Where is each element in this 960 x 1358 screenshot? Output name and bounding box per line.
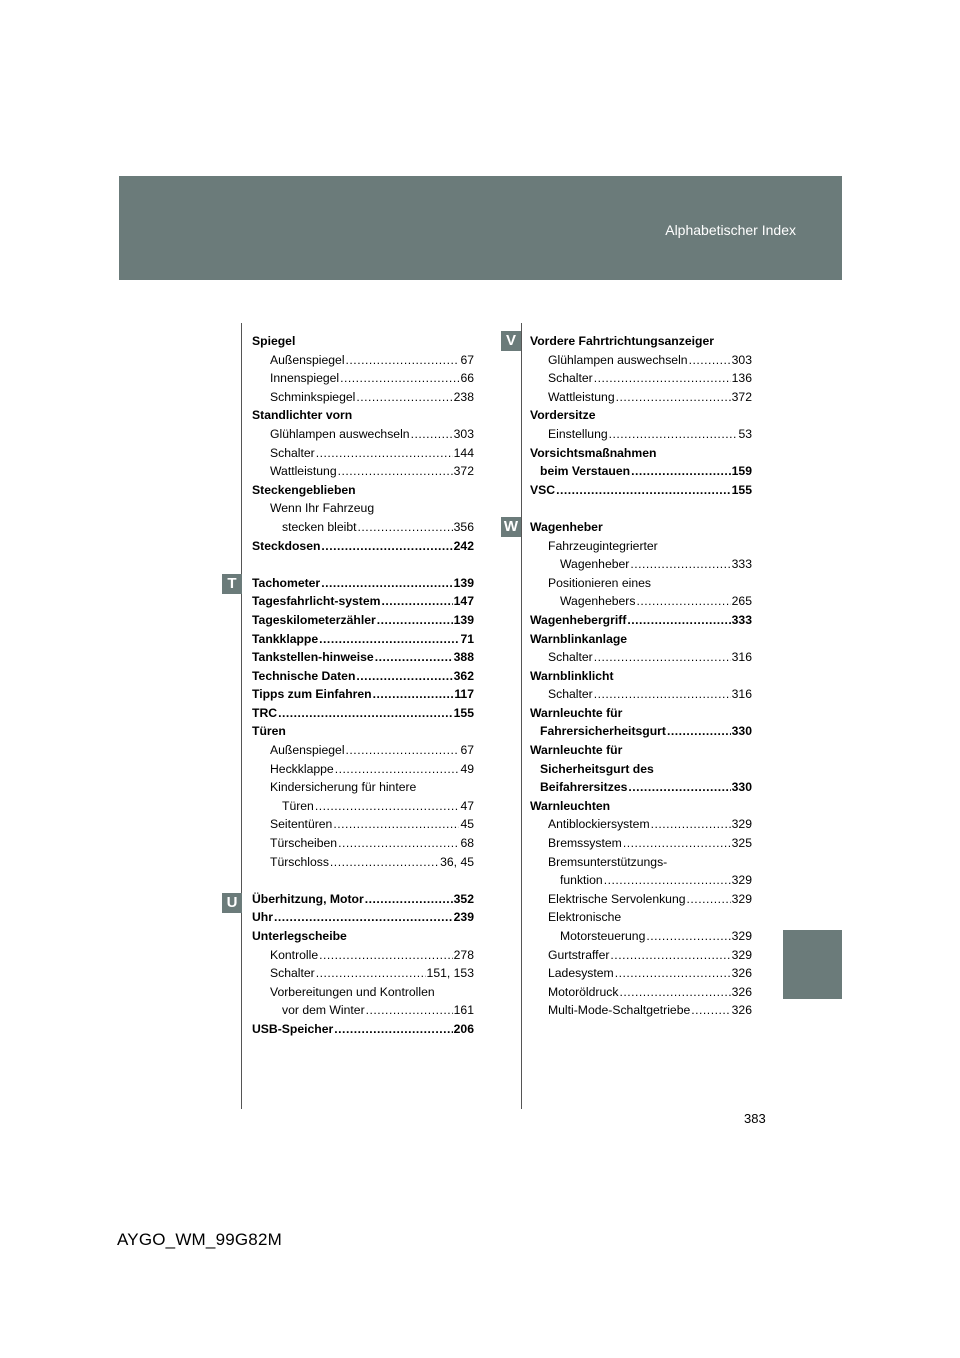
- index-heading: Warnleuchte für: [530, 705, 623, 720]
- letter-marker-t: T: [222, 574, 242, 594]
- letter-marker-u: U: [222, 893, 242, 913]
- index-entry: Tagesfahrlicht-system ..... 147: [252, 592, 474, 611]
- index-subheading: Kindersicherung für hintere: [270, 780, 417, 795]
- index-entry: beim Verstauen ..... 159: [530, 462, 752, 481]
- index-entry: Glühlampen auswechseln ..... 303: [252, 425, 474, 444]
- index-heading: Unterlegscheibe: [252, 929, 347, 943]
- index-entry: Schalter ..... 151, 153: [252, 964, 474, 983]
- index-entry: Tachometer ..... 139: [252, 574, 474, 593]
- index-entry: Wagenheber ..... 333: [530, 555, 752, 574]
- index-entry: Gurtstraffer ..... 329: [530, 946, 752, 965]
- index-heading: Wagenheber: [530, 519, 603, 534]
- letter-marker-v: V: [501, 331, 521, 351]
- index-entry: funktion ..... 329: [530, 871, 752, 890]
- index-entry: Seitentüren ..... 45: [252, 815, 474, 834]
- index-subheading: Fahrzeugintegrierter: [548, 538, 658, 553]
- index-subheading: Sicherheitsgurt des: [540, 761, 654, 776]
- index-entry: Heckklappe ..... 49: [252, 760, 474, 779]
- index-entry: Multi-Mode-Schaltgetriebe ..... 326: [530, 1001, 752, 1020]
- index-entry: Schalter ..... 136: [530, 369, 752, 388]
- index-column-right: [530, 332, 752, 1020]
- index-heading: Spiegel: [252, 334, 296, 348]
- index-entry: Glühlampen auswechseln ..... 303: [530, 351, 752, 370]
- index-heading: Warnleuchten: [530, 798, 611, 813]
- index-entry: Tipps zum Einfahren ..... 117: [252, 685, 474, 704]
- index-heading: Türen: [252, 724, 286, 739]
- index-entry: Tageskilometerzähler ..... 139: [252, 611, 474, 630]
- index-entry: Türschloss ..... 36, 45: [252, 853, 474, 872]
- index-heading: Vordere Fahrtrichtungsanzeiger: [530, 334, 714, 348]
- index-subheading: Wenn Ihr Fahrzeug: [270, 501, 375, 516]
- index-entry: Tankklappe ..... 71: [252, 630, 474, 649]
- index-entry: Uhr ..... 239: [252, 908, 474, 927]
- index-entry: TRC ..... 155: [252, 704, 474, 723]
- index-entry: Wattleistung ..... 372: [252, 462, 474, 481]
- index-entry: Wagenhebers ..... 265: [530, 592, 752, 611]
- index-entry: USB-Speicher ..... 206: [252, 1020, 474, 1039]
- index-entry: Außenspiegel ..... 67: [252, 741, 474, 760]
- index-entry: Bremssystem ..... 325: [530, 834, 752, 853]
- index-subheading: Elektronische: [548, 910, 622, 925]
- index-entry: Antiblockiersystem ..... 329: [530, 815, 752, 834]
- index-entry: vor dem Winter ..... 161: [252, 1001, 474, 1020]
- section-thumb-tab: [783, 930, 842, 999]
- index-entry: Wattleistung ..... 372: [530, 388, 752, 407]
- section-title: Alphabetischer Index: [665, 222, 796, 238]
- header-band: [119, 176, 842, 280]
- document-code: AYGO_WM_99G82M: [117, 1230, 282, 1249]
- index-entry: Türen ..... 47: [252, 797, 474, 816]
- index-entry: Ladesystem ..... 326: [530, 964, 752, 983]
- column-divider-right: [521, 323, 522, 1109]
- index-entry: Überhitzung, Motor ..... 352: [252, 890, 474, 909]
- index-entry: Elektrische Servolenkung ..... 329: [530, 890, 752, 909]
- index-entry: Einstellung ..... 53: [530, 425, 752, 444]
- index-heading: Warnblinklicht: [530, 668, 614, 683]
- index-entry: Beifahrersitzes ..... 330: [530, 778, 752, 797]
- index-heading: Warnleuchte für: [530, 743, 623, 758]
- index-entry: Steckdosen ..... 242: [252, 537, 474, 556]
- index-heading: Standlichter vorn: [252, 408, 353, 423]
- index-entry: Motorsteuerung ..... 329: [530, 927, 752, 946]
- column-divider-left: [241, 323, 242, 1109]
- index-heading: Warnblinkanlage: [530, 631, 628, 646]
- index-entry: Schalter ..... 144: [252, 444, 474, 463]
- index-subheading: Bremsunterstützungs-: [548, 854, 668, 869]
- index-entry: Wagenhebergriff ..... 333: [530, 611, 752, 630]
- index-entry: stecken bleibt ..... 356: [252, 518, 474, 537]
- index-entry: Motoröldruck ..... 326: [530, 983, 752, 1002]
- index-entry: Türscheiben ..... 68: [252, 834, 474, 853]
- index-heading: Steckengeblieben: [252, 482, 356, 497]
- index-entry: Schalter ..... 316: [530, 685, 752, 704]
- page-number: 383: [744, 1111, 766, 1126]
- index-entry: Außenspiegel ..... 67: [252, 351, 474, 370]
- index-column-left: [252, 332, 474, 1039]
- letter-marker-w: W: [501, 517, 521, 537]
- index-entry: Schalter ..... 316: [530, 648, 752, 667]
- index-subheading: Positionieren eines: [548, 575, 651, 590]
- index-entry: Kontrolle ..... 278: [252, 946, 474, 965]
- index-entry: Technische Daten ..... 362: [252, 667, 474, 686]
- index-subheading: Vorbereitungen und Kontrollen: [270, 984, 435, 999]
- index-entry: Innenspiegel ..... 66: [252, 369, 474, 388]
- index-entry: Fahrersicherheitsgurt ..... 330: [530, 722, 752, 741]
- index-entry: Tankstellen-hinweise ..... 388: [252, 648, 474, 667]
- index-entry: VSC ..... 155: [530, 481, 752, 500]
- index-heading: Vordersitze: [530, 408, 596, 423]
- index-entry: Schminkspiegel ..... 238: [252, 388, 474, 407]
- index-heading: Vorsichtsmaßnahmen: [530, 445, 657, 460]
